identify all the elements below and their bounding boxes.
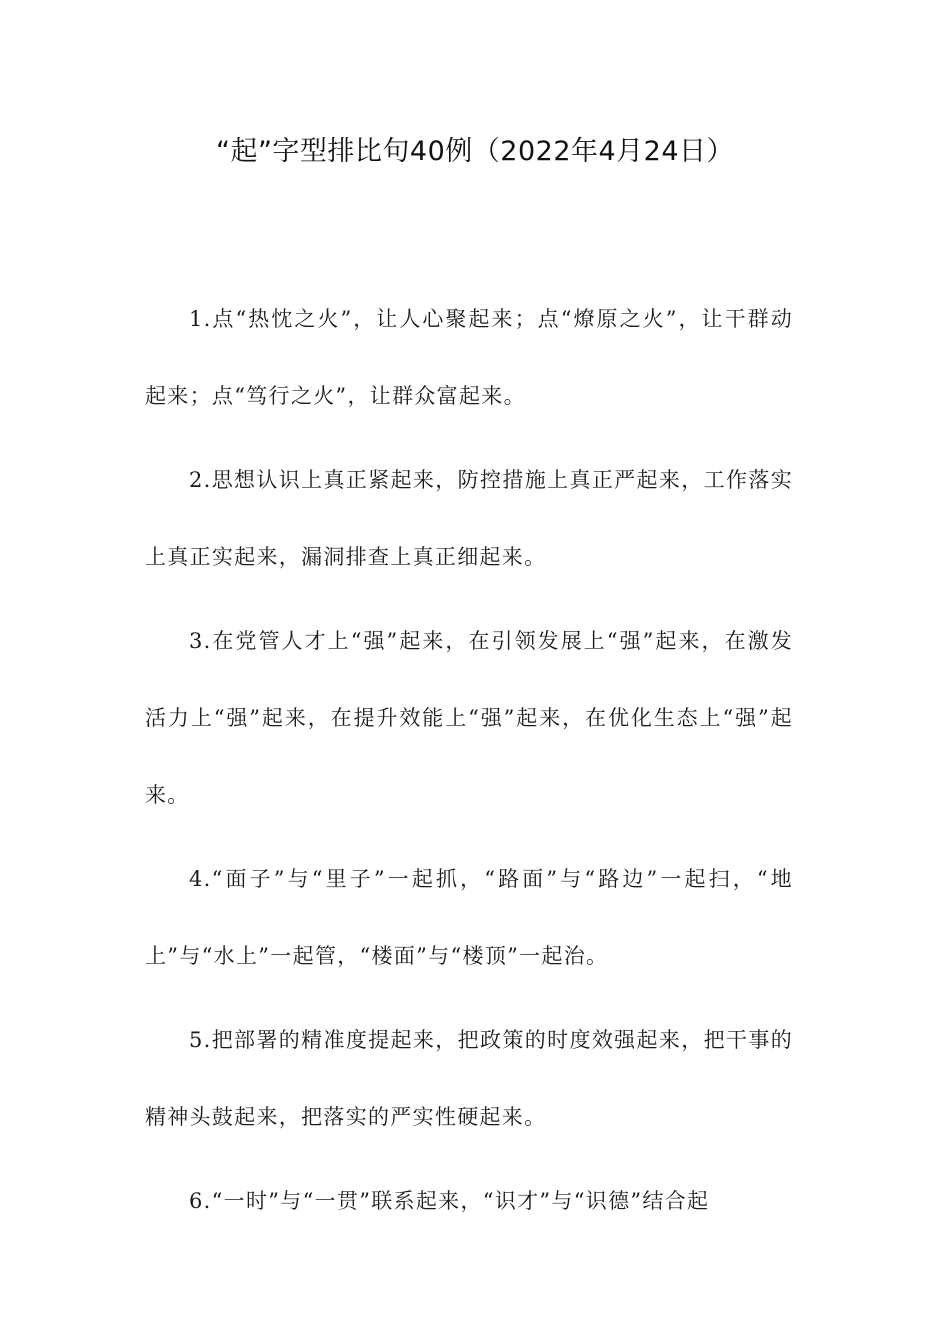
paragraph-1: 1.点“热忱之火”，让人心聚起来；点“燎原之火”，让干群动起来；点“笃行之火”，让群众富起来。 bbox=[145, 307, 793, 408]
paragraph-5: 5.把部署的精准度提起来，把政策的时度效强起来，把干事的精神头鼓起来，把落实的严实性硬起来。 bbox=[145, 1028, 793, 1129]
paragraph-2: 2.思想认识上真正紧起来，防控措施上真正严起来，工作落实上真正实起来，漏洞排查上真正细起来。 bbox=[145, 468, 793, 569]
paragraph-3: 3.在党管人才上“强”起来，在引领发展上“强”起来，在激发活力上“强”起来，在提升效能上“强”起来，在优化生态上“强”起来。 bbox=[145, 629, 793, 807]
paragraph-6: 6.“一时”与“一贯”联系起来，“识才”与“识德”结合起 bbox=[189, 1189, 710, 1213]
document-title: “起”字型排比句40例（2022年4月24日） bbox=[215, 136, 735, 167]
document-body bbox=[145, 281, 793, 1247]
paragraph-4: 4.“面子”与“里子”一起抓，“路面”与“路边”一起扫，“地上”与“水上”一起管，“楼面”与“楼顶”一起治。 bbox=[145, 867, 793, 968]
